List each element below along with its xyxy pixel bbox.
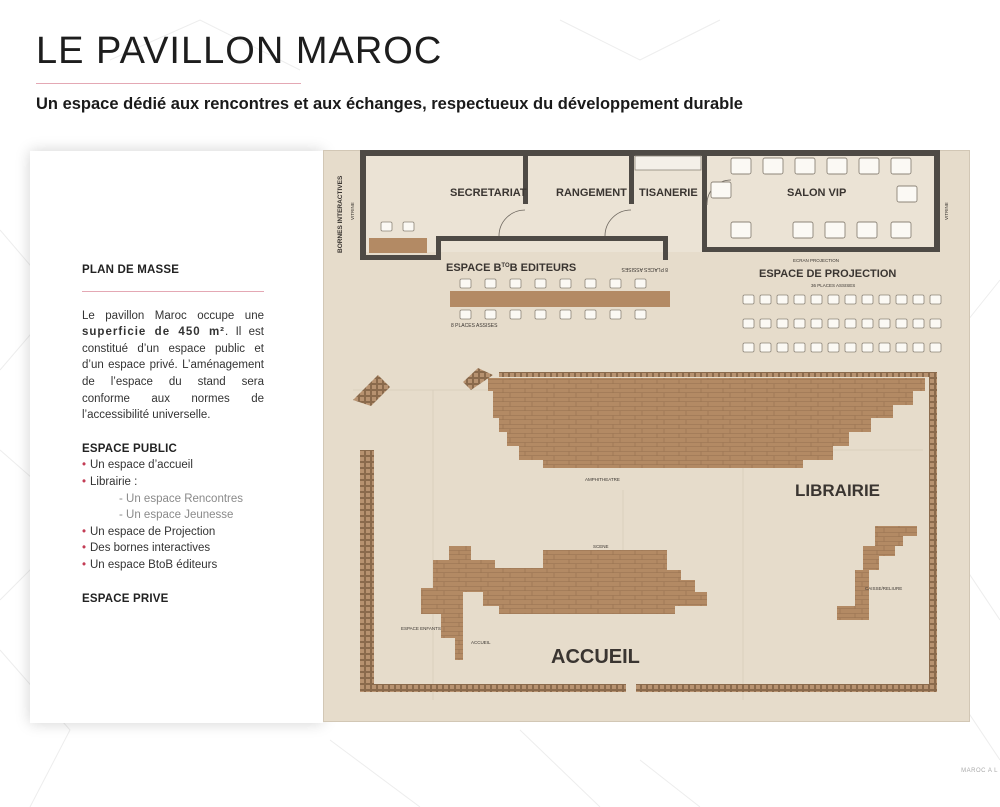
title-divider: [36, 83, 301, 84]
room-rangement: RANGEMENT: [556, 187, 627, 199]
private-heading: ESPACE PRIVE: [82, 592, 169, 605]
projection-label: ESPACE DE PROJECTION: [759, 268, 897, 280]
floor-plan: [323, 150, 970, 722]
bullet-icon: •: [82, 475, 87, 488]
librairie-label: LIBRAIRIE: [795, 481, 880, 500]
btob-places-top: 8 PLACES ASSISES: [621, 266, 668, 272]
accueil-label: ACCUEIL: [551, 646, 640, 668]
tisanerie-counter: [635, 156, 701, 170]
list-item-label: Librairie :: [90, 475, 138, 488]
list-item: [82, 474, 264, 491]
list-item-label: Un espace BtoB éditeurs: [90, 558, 218, 571]
intro-text-end: . Il est constitué d’un espace public et d’un espace privé. L’aménagement de l’espace du stand sera conforme aux normes de l’accessibilité universelle.: [82, 326, 265, 422]
page-subtitle: Un espace dédié aux rencontres et aux échanges, respectueux du développement durable: [36, 95, 743, 113]
room-salon-vip: SALON VIP: [787, 187, 847, 199]
intro-paragraph: [82, 308, 264, 424]
btob-label-a: ESPACE B: [446, 262, 502, 274]
list-item: [82, 457, 264, 474]
room-tisanerie: TISANERIE: [639, 187, 698, 199]
page-footer: MAROC A L: [961, 768, 998, 774]
bullet-icon: •: [82, 542, 87, 555]
list-item-label: Des bornes interactives: [90, 542, 211, 555]
btob-label: [446, 262, 576, 274]
scene-label: SCENE: [593, 544, 609, 549]
list-item-label: Un espace de Projection: [90, 525, 216, 538]
btob-label-b: B EDITEURS: [509, 262, 577, 274]
espace-enfants-label: ESPACE ENFANTS: [401, 626, 441, 631]
btob-table: [450, 291, 670, 307]
amphitheatre-label: AMPHITHEATRE: [585, 477, 620, 482]
projection-places: 36 PLACES ASSISES: [811, 283, 856, 288]
vitrine-label-right: VITRINE: [944, 202, 949, 220]
vitrine-label-left: VITRINE: [350, 202, 355, 220]
list-item-label: Un espace d’accueil: [90, 459, 193, 472]
btob-label-sup: TO: [501, 263, 510, 269]
accueil-small-label: ACCUEIL: [471, 640, 491, 645]
list-item: [82, 524, 264, 541]
info-card: [30, 151, 323, 723]
btob-places-bottom: 8 PLACES ASSISES: [451, 323, 498, 329]
ecran-label: ECRAN PROJECTION: [793, 258, 840, 263]
bullet-icon: •: [82, 459, 87, 472]
heading-divider: [82, 291, 264, 292]
bornes-label: BORNES INTERACTIVES: [337, 175, 344, 253]
list-subitem: - Un espace Rencontres: [119, 492, 244, 505]
public-heading: ESPACE PUBLIC: [82, 442, 178, 455]
intro-text-start: Le pavillon Maroc occupe une: [82, 309, 264, 322]
list-item: [82, 557, 264, 574]
page-title: LE PAVILLON MAROC: [36, 30, 443, 72]
plan-description: [82, 262, 264, 607]
list-subitem: - Un espace Jeunesse: [119, 509, 234, 522]
intro-surface: superficie de 450 m²: [82, 326, 226, 339]
secretariat-desk: [369, 238, 427, 253]
public-list: [82, 457, 264, 573]
room-secretariat: SECRETARIAT: [450, 187, 527, 199]
plan-heading: PLAN DE MASSE: [82, 264, 180, 276]
bullet-icon: •: [82, 558, 87, 571]
list-item: [82, 540, 264, 557]
bullet-icon: •: [82, 525, 87, 538]
caisse-label: CAISSE/RELIURE: [865, 586, 903, 591]
